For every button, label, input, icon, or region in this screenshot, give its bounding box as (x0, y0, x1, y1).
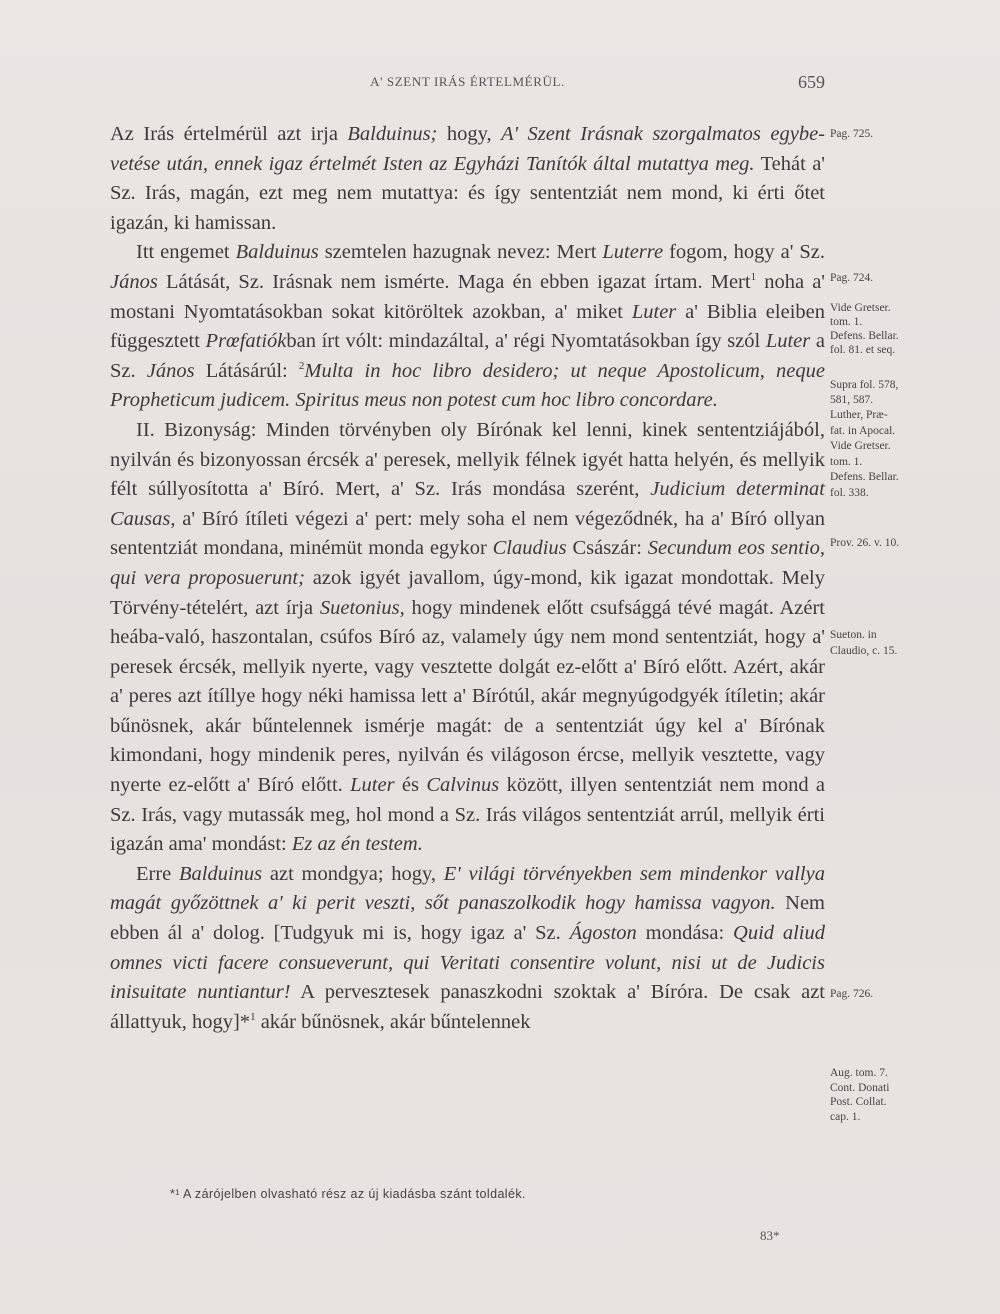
margin-note-line: Prov. 26. v. 10. (830, 537, 900, 549)
italic-segment: Luter (765, 330, 811, 353)
running-title: A' SZENT IRÁS ÉRTELMÉRÜL. (370, 74, 565, 89)
italic-segment: János (146, 359, 195, 382)
margin-note (830, 988, 940, 1001)
margin-note (830, 408, 940, 501)
italic-segment: Ez az én testem. (291, 833, 423, 856)
text-segment: a' Biblia eleiben függesztett (110, 300, 825, 353)
text-segment: ban írt vólt: mindazáltal, a' régi Nyomtatásokban így szól (286, 330, 766, 353)
italic-segment: Judicium determinat Causas, (110, 478, 825, 530)
margin-note-line: Cont. Donati (830, 1081, 890, 1094)
margin-note-line: Supra fol. 578, (830, 379, 899, 391)
italic-segment: Multa in hoc libro desidero; ut neque Apostolicum, neque Propheticum judicem. Spiritus meus non potest cum hoc libro concordare. (110, 359, 826, 412)
text-segment: szemtelen hazugnak nevez: Mert (318, 241, 603, 264)
footnote-marker: 2 (298, 359, 305, 372)
margin-note-line: Vide Gretser. (830, 302, 891, 314)
italic-segment: Balduinus (235, 241, 319, 264)
italic-segment: Claudius (492, 537, 567, 560)
footnote-marker: 1 (750, 271, 757, 284)
margin-note (830, 128, 940, 141)
margin-note-line: Luther, Præ- (830, 409, 888, 421)
text-segment: Erre (136, 862, 180, 885)
margin-note-line: Vide Gretser. (830, 440, 891, 452)
margin-note (830, 378, 940, 408)
margin-note-line: Post. Collat. (830, 1096, 887, 1108)
margin-note (830, 537, 940, 550)
text-segment: noha a' mostani Nyomtatásokban sokat kitöröltek azokban, a' miket (110, 270, 825, 323)
margin-note-line: tom. 1. (830, 455, 863, 468)
text-segment: Nem ebben ál a' dolog. [Tudgyuk mi is, hogy igaz a' Sz. (110, 892, 826, 945)
margin-note-line: Pag. 724. (830, 272, 874, 284)
signature-mark: 83* (760, 1228, 780, 1243)
page-number: 659 (798, 72, 825, 92)
text-segment: Itt engemet (136, 241, 236, 264)
text-segment: azok igyét javallom, úgy-mond, kik igazat mondottak. Mely Törvény-tételért, azt írja (110, 566, 825, 619)
paragraph (110, 416, 825, 860)
italic-segment: Secundum eos sentio, qui vera proposuerunt; (110, 537, 826, 589)
text-segment: II. Bizonyság: Minden törvényben oly Bírónak kel lenni, kinek sententziájából, nyilván és bizonyossan ércsék a' peresek, mellyik félnek igyét hatta helyén, és mellyik félt súllyosította a' Bíró. Mert, a' Sz. Irás mondása szerént, (110, 418, 825, 501)
margin-note-line: fol. 81. et seq. (830, 344, 896, 356)
text-segment: mondása: (636, 922, 734, 945)
text-segment: Látásárúl: (194, 359, 299, 382)
italic-segment: A' Szent Irásnak szorgalmatos egybe-vetése után, ennek igaz értelmét Isten az Egyházi Tanítók által mutattya meg. (110, 123, 826, 175)
text-segment: Az Irás értelmérül azt irja (110, 123, 348, 145)
footnote: *¹ A zárójelben olvasható rész az új kiadásba szánt toldalék. (170, 1187, 526, 1201)
italic-segment: Luter (631, 300, 677, 323)
italic-segment: Luterre (602, 241, 664, 264)
text-segment: Császár: (566, 537, 648, 560)
text-segment: és (394, 774, 427, 797)
text-segment: hogy mindenek előtt csufsággá tévé magát. Azért heába-való, haszontalan, csúfos Bíró az, valamely úgy nem mond sententziát, hogy a' peresek ércsék, mellyik nyerte, vagy vesztette dolgát ez-előtt a' Bíró előtt. Azért, akár a' peres azt ítíllye hogy néki hamissa lett a' Bírótúl, akár megnyúgodgyék ítíletin; akár bűnösnek, akár bűntelennek ismérje magát: de a sententziát úgy kel a' Bírónak kimondani, hogy mindenik peres, nyilván és világoson ércse, mellyik vesztette, vagy nyerte ez-előtt a' Bíró előtt. (110, 596, 826, 797)
margin-note-line: cap. 1. (830, 1110, 861, 1123)
paragraph (110, 120, 825, 238)
italic-segment: Suetonius, (319, 596, 405, 619)
text-segment: a' Bíró ítíleti végezi a' pert: mely soha el nem végeződnék, ha a' Bíró ollyan sententziát mondana, minémüt monda egykor (110, 507, 825, 560)
margin-note-line: tom. 1. (830, 316, 863, 328)
paragraph (110, 238, 825, 416)
text-segment: A pervesztesek panaszkodni szoktak a' Bíróra. De csak azt állattyuk, hogy]* (110, 981, 825, 1033)
text-segment: között, illyen sententziát nem mond a Sz. Irás, vagy mutassák meg, hol mond a Sz. Irás világos sententziát arrúl, mellyik érti igazán ama' mondást: (110, 774, 826, 856)
margin-note (830, 1066, 940, 1124)
margin-note-line: Pag. 725. (830, 128, 874, 140)
margin-note-line: 581, 587. (830, 394, 874, 406)
margin-note-line: Defens. Bellar. (830, 471, 899, 483)
italic-segment: János (110, 270, 158, 293)
text-segment: a Sz. (110, 330, 825, 382)
text-segment: Látását, Sz. Irásnak nem ismérte. Maga én ebben igazat írtam. Mert (157, 270, 751, 293)
italic-segment: Balduinus; (347, 123, 438, 145)
text-segment: fogom, hogy a' Sz. (663, 241, 825, 264)
text-segment: akár bűnösnek, akár bűntelennek (255, 1010, 531, 1033)
italic-segment: Quid aliud omnes victi facere consueverunt, qui Veritati consentire volunt, nisi ut de Judicis inisuitate nuntiantur! (110, 922, 825, 1004)
margin-note-line: Sueton. in (830, 629, 877, 641)
margin-note (830, 301, 940, 357)
margin-note (830, 272, 940, 285)
italic-segment: Luter (350, 774, 395, 797)
margin-note-line: Claudio, c. 15. (830, 645, 898, 657)
italic-segment: Balduinus (179, 862, 263, 885)
margin-note-line: Defens. Bellar. (830, 330, 899, 342)
margin-note-line: fat. in Apocal. (830, 424, 896, 437)
text-segment: Tehát a' Sz. Irás, magán, ezt meg nem mutattya: és így sententziát nem mond, ki érti őtet igazán, ki hamissan. (110, 152, 825, 234)
page-header (110, 74, 825, 100)
text-segment: azt mondgya; hogy, (262, 862, 444, 885)
margin-note-line: Aug. tom. 7. (830, 1067, 888, 1079)
text-segment: hogy, (437, 123, 502, 145)
italic-segment: Prœfatiók (205, 330, 287, 353)
main-text (110, 120, 825, 1037)
italic-segment: Ágoston (569, 922, 637, 945)
margin-note (830, 627, 940, 659)
margin-note-line: fol. 338. (830, 486, 869, 499)
italic-segment: E' világi törvényekben sem mindenkor vallya magát győzöttnek a' ki perit veszti, sőt panaszolkodik hogy hamissa vagyon. (110, 862, 825, 915)
footnote-marker: 1 (250, 1010, 256, 1023)
margin-note-line: Pag. 726. (830, 988, 874, 1000)
italic-segment: Calvinus (426, 774, 500, 797)
paragraph (110, 860, 825, 1038)
